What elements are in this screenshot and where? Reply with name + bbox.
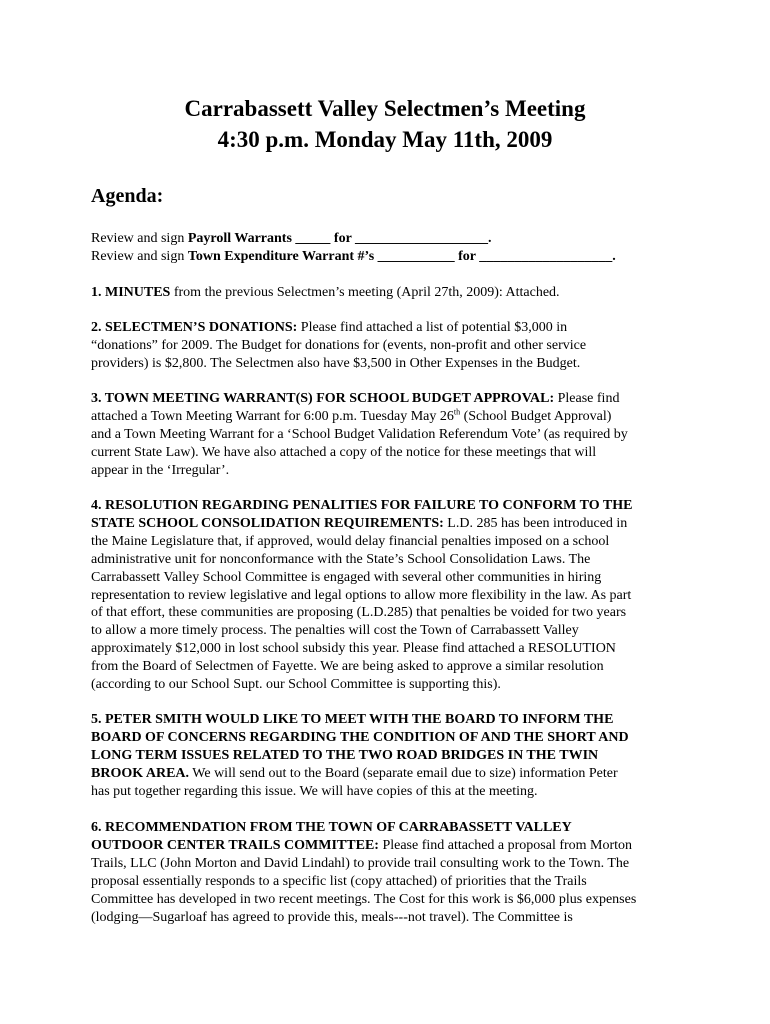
agenda-item-minutes: 1. MINUTES from the previous Selectmen’s meeting (April 27th, 2009): Attached. xyxy=(91,285,560,300)
item-heading: 4. RESOLUTION REGARDING PENALITIES FOR FAILURE TO CONFORM TO THE xyxy=(91,498,633,513)
agenda-item-peter-smith-bridges: 5. PETER SMITH WOULD LIKE TO MEET WITH THE BOARD TO INFORM THE BOARD OF CONCERNS REGARDING THE CONDITION OF AND THE SHORT AND LONG TERM ISSUES RELATED TO THE TWO ROAD BRIDGES IN THE TWIN BROOK AREA. We will send out to the Board (separate email due to size) information Peter has put together regarding this issue. We will have copies of this at the meeting. xyxy=(91,712,629,799)
meeting-datetime: 4:30 p.m. Monday May 11th, 2009 xyxy=(217,127,553,152)
document-title: Carrabassett Valley Selectmen’s Meeting xyxy=(184,96,586,121)
expenditure-warrant-line: Review and sign Town Expenditure Warrant #’s ___________ for ___________________. xyxy=(91,248,616,264)
item-heading: 5. PETER SMITH WOULD LIKE TO MEET WITH THE BOARD TO INFORM THE xyxy=(91,712,614,727)
agenda-item-resolution-penalties: 4. RESOLUTION REGARDING PENALITIES FOR FAILURE TO CONFORM TO THE STATE SCHOOL CONSOLIDATION REQUIREMENTS: L.D. 285 has been introduced in the Maine Legislature that, if approved, would delay financial penalties imposed on a school administrative unit for nonconformance with the State’s School Consolidation Laws. The Carrabassett Valley School Committee is engaged with several other communities in hiring representation to review legislative and legal options to allow more flexibility in the law. As part of that effort, these communities are proposing (L.D.285) that penalties be voided for two years to allow a more timely process. The penalties will cost the Town of Carrabassett Valley approximately $12,000 in lost school subsidy this year. Please find attached a RESOLUTION from the Board of Selectmen of Fayette. We are being asked to approve a similar resolution (according to our School Supt. our School Committee is supporting this). xyxy=(91,498,633,693)
agenda-heading: Agenda: xyxy=(91,185,164,207)
item-heading: 1. MINUTES xyxy=(91,285,171,300)
review-sign-section xyxy=(91,230,691,266)
agenda-item-donations: 2. SELECTMEN’S DONATIONS: Please find attached a list of potential $3,000 in “donations” for 2009. The Budget for donations for (events, non-profit and other service providers) is $2,800. The Selectmen also have $3,500 in Other Expenses in the Budget. xyxy=(91,320,587,371)
agenda-item-school-budget-warrants: 3. TOWN MEETING WARRANT(S) FOR SCHOOL BUDGET APPROVAL: Please find attached a Town Meeting Warrant for 6:00 p.m. Tuesday May 26th (School Budget Approval) and a Town Meeting Warrant for a ‘School Budget Validation Referendum Vote’ (as required by current State Law). We have also attached a copy of the notice for these meetings that will appear in the ‘Irregular’. xyxy=(91,391,628,478)
payroll-warrants-line: Review and sign Payroll Warrants _____ for ___________________. xyxy=(91,231,492,246)
item-heading: 3. TOWN MEETING WARRANT(S) FOR SCHOOL BUDGET APPROVAL: xyxy=(91,391,555,406)
item-heading: 2. SELECTMEN’S DONATIONS: xyxy=(91,320,298,335)
agenda-item-trails-committee: 6. RECOMMENDATION FROM THE TOWN OF CARRABASSETT VALLEY OUTDOOR CENTER TRAILS COMMITTEE: Please find attached a proposal from Morton Trails, LLC (John Morton and David Lindahl) to provide trail consulting work to the Town. The proposal essentially responds to a specific list (copy attached) of priorities that the Trails Committee has developed in two recent meetings. The Cost for this work is $6,000 plus expenses (lodging—Sugarloaf has agreed to provide this, meals---not travel). The Committee is xyxy=(91,820,637,925)
item-heading: 6. RECOMMENDATION FROM THE TOWN OF CARRABASSETT VALLEY xyxy=(91,820,572,835)
